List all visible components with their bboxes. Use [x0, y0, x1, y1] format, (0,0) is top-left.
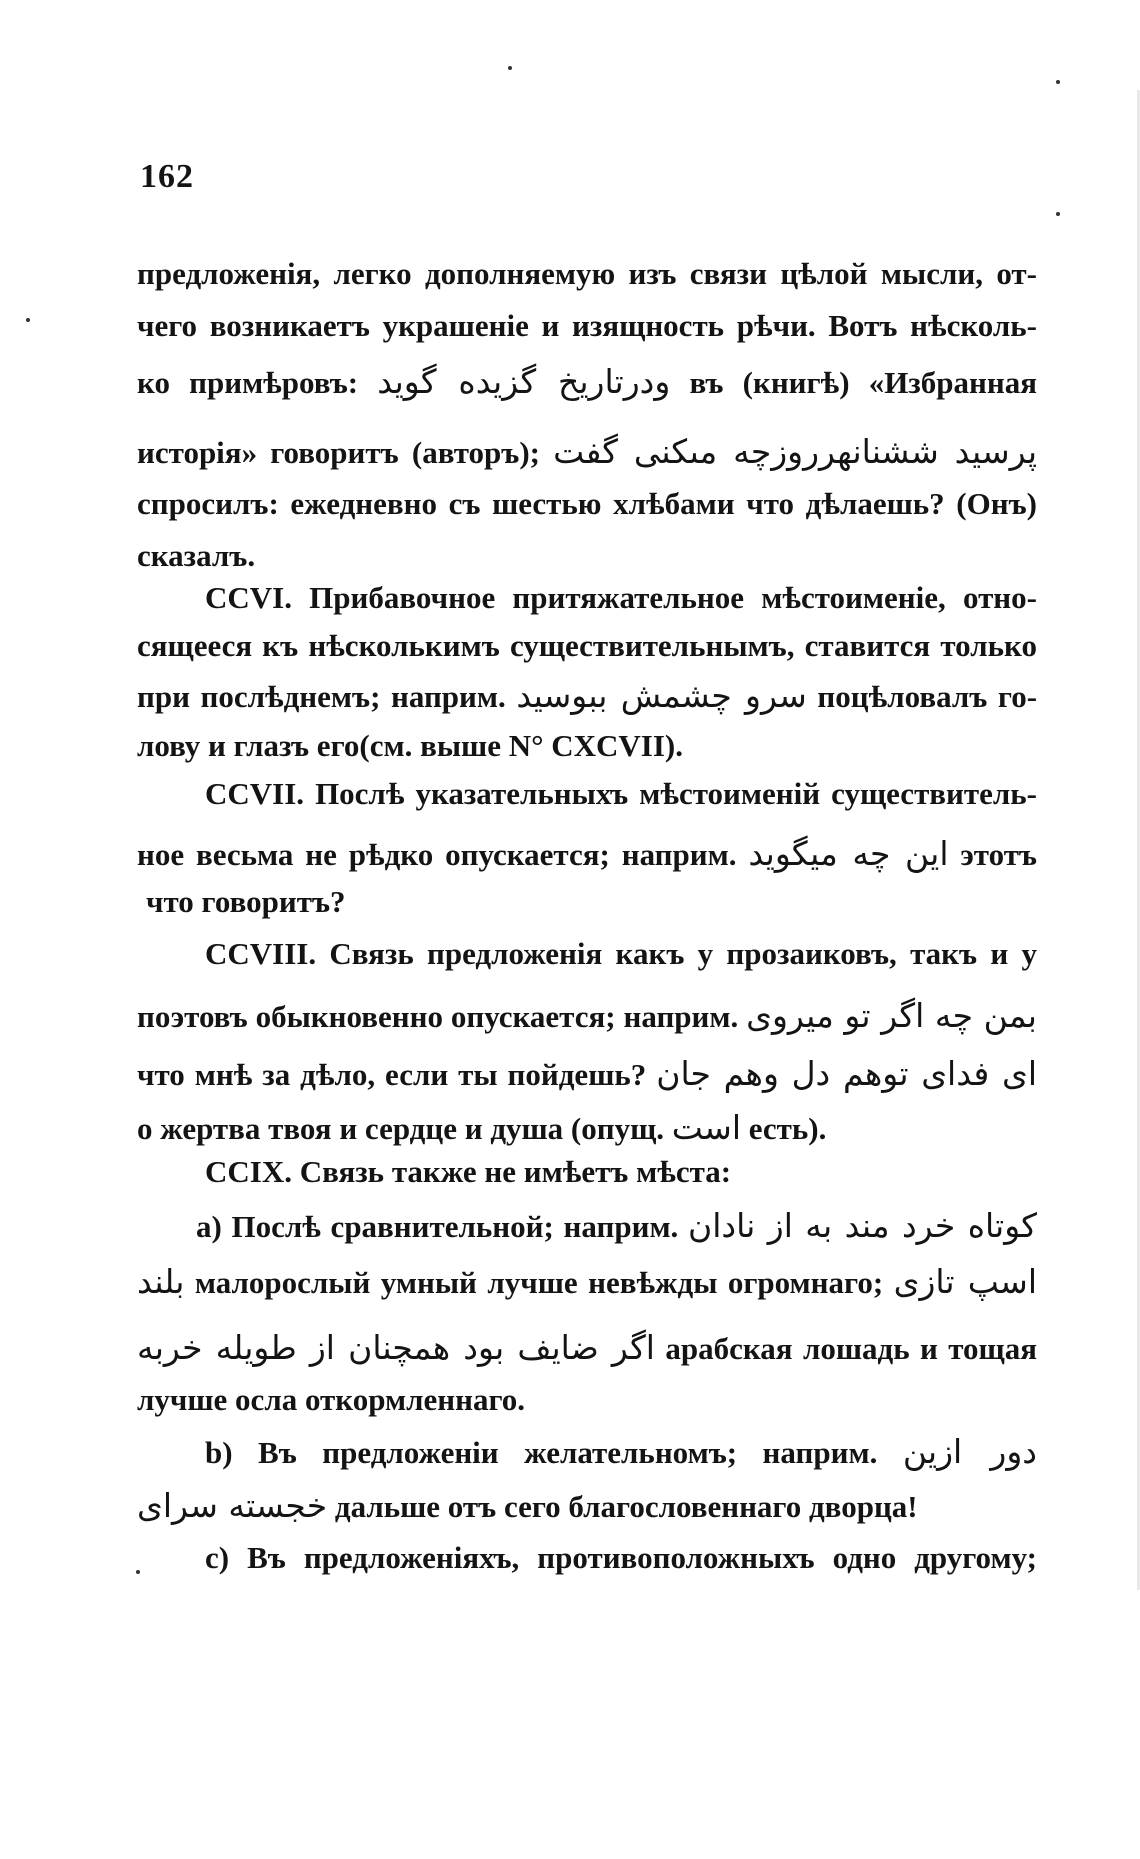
persian-phrase: بمن چه اگر تو ميروى	[746, 996, 1037, 1035]
text-line-16: что мнѣ за дѣло, если ты пойдешь? اى فداى توهم دل وهم جان	[137, 1054, 1038, 1093]
text-line-20: بلند малорослый умный лучше невѣжды огромнаго; اسپ تازى	[137, 1262, 1038, 1301]
text-line-23: b) Въ предложеніи желательномъ; наприм. دور ازين	[205, 1432, 1037, 1471]
page-number: 162	[140, 158, 194, 195]
scan-speck	[136, 1570, 140, 1574]
persian-phrase: است	[671, 1108, 742, 1147]
scan-speck	[508, 66, 512, 70]
persian-phrase: اگر ضايف بود همچنان از طويله خربه	[137, 1328, 655, 1367]
scan-speck	[26, 318, 30, 322]
text-line-5: спросилъ: ежедневно съ шестью хлѣбами что дѣлаешь? (Онъ)	[137, 486, 1037, 521]
persian-phrase: پرسيد ششنانهرروزچه مىكنى گفت	[553, 432, 1038, 471]
section-heading-ccix: CCIX. Связь также не имѣетъ мѣста:	[205, 1154, 732, 1189]
persian-phrase: خجسته سراى	[137, 1486, 328, 1525]
persian-phrase: سرو چشمش ببوسيد	[516, 676, 807, 715]
persian-phrase: اسپ تازى	[893, 1262, 1038, 1301]
scan-speck	[1056, 212, 1060, 216]
text-line-10: лову и глазъ его(см. выше N° CXCVII).	[137, 728, 683, 763]
persian-phrase: كوتاه خرد مند به از نادان	[688, 1206, 1037, 1245]
persian-phrase: دور ازين	[902, 1432, 1037, 1471]
section-heading-ccvii: CCVII. Послѣ указательныхъ мѣстоименій существитель-	[205, 776, 1037, 811]
text-line-6: сказалъ.	[137, 538, 256, 573]
persian-phrase: بلند	[137, 1262, 185, 1301]
text-line-9: при послѣднемъ; наприм. سرو چشمش ببوسيد поцѣловалъ го-	[137, 676, 1038, 715]
text-line-15: поэтовъ обыкновенно опускается; наприм. بمن چه اگر تو ميروى	[137, 996, 1037, 1035]
text-line-1: предложенія, легко дополняемую изъ связи цѣлой мысли, от-	[137, 256, 1037, 291]
scan-speck	[1056, 80, 1060, 84]
text-line-8: сящееся къ нѣсколькимъ существительнымъ, ставится только	[137, 628, 1037, 663]
text-line-3: ко примѣровъ: ودرتاريخ گزيده گويد въ (книгѣ) «Избранная	[137, 362, 1037, 401]
text-line-17: о жертва твоя и сердце и душа (опущ. است есть).	[137, 1108, 827, 1147]
text-line-24: خجسته سراى дальше отъ сего благословеннаго дворца!	[137, 1486, 918, 1525]
text-line-13: что говоритъ?	[146, 884, 346, 919]
persian-phrase: اى فداى توهم دل وهم جان	[656, 1054, 1038, 1093]
section-heading-ccvi: CCVI. Прибавочное притяжательное мѣстоименіе, отно-	[205, 580, 1037, 615]
text-line-25: c) Въ предложеніяхъ, противоположныхъ одно другому;	[205, 1540, 1037, 1575]
persian-phrase: اين چه ميگويد	[748, 834, 949, 873]
text-line-4: исторія» говоритъ (авторъ); پرسيد ششنانهرروزچه مىكنى گفت	[137, 432, 1038, 471]
persian-phrase: ودرتاريخ گزيده گويد	[377, 362, 671, 401]
text-line-2: чего возникаетъ украшеніе и изящность рѣчи. Вотъ нѣсколь-	[137, 308, 1037, 343]
text-line-19: а) Послѣ сравнительной; наприм. كوتاه خرد مند به از نادان	[196, 1206, 1037, 1245]
text-line-12: ное весьма не рѣдко опускается; наприм. اين چه ميگويد этотъ	[137, 834, 1037, 873]
text-line-22: лучше осла откормленнаго.	[137, 1382, 526, 1417]
text-line-21: اگر ضايف بود همچنان از طويله خربه арабская лошадь и тощая	[137, 1328, 1038, 1367]
section-heading-ccviii: CCVIII. Связь предложенія какъ у прозаиковъ, такъ и у	[205, 936, 1037, 971]
